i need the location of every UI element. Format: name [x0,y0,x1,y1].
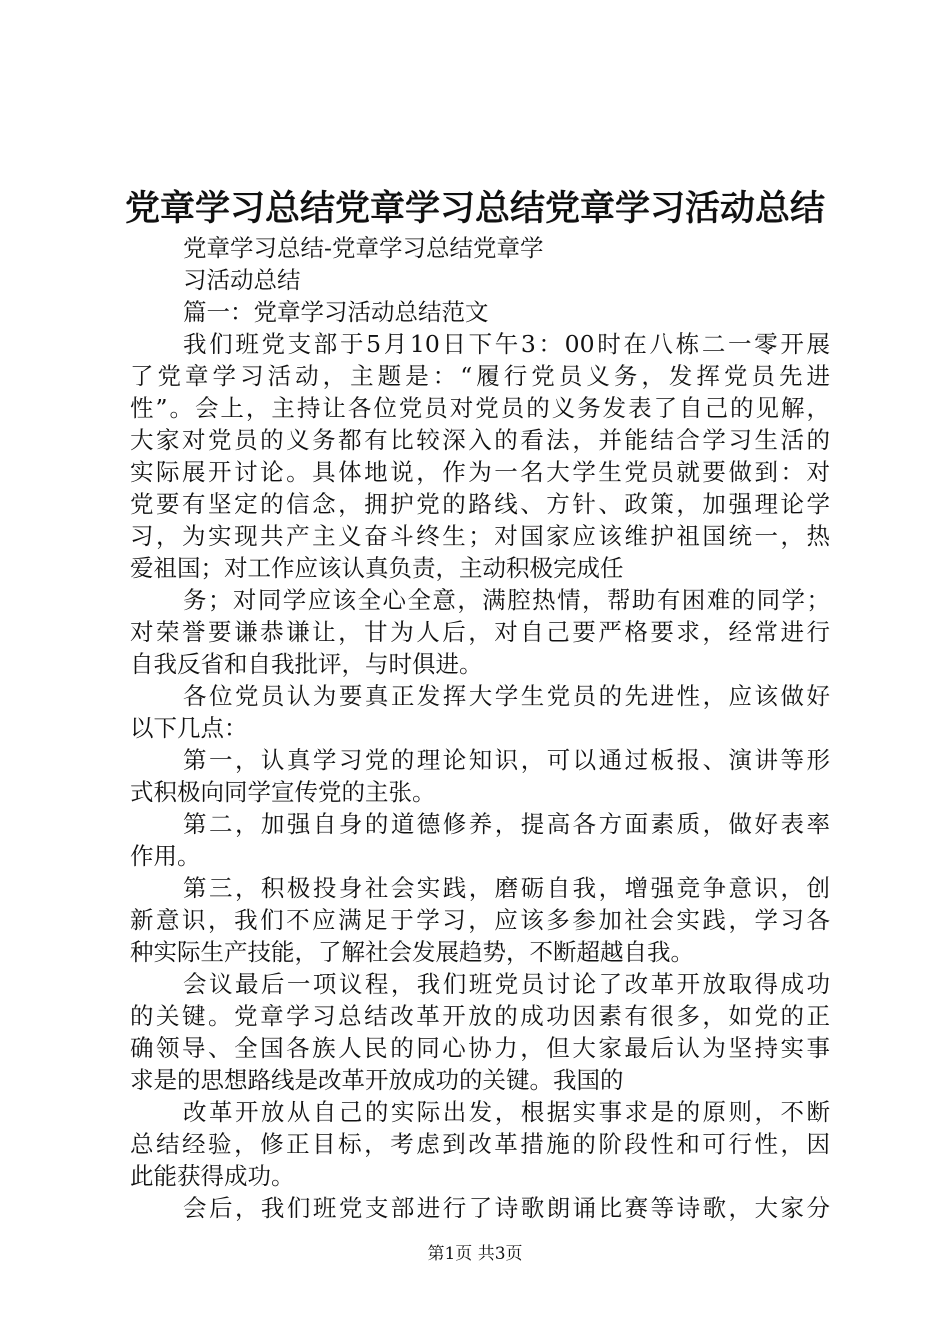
body-line: 第二，加强自身的道德修养，提高各方面素质，做好表率 [183,810,830,838]
body-line: 务；对同学应该全心全意，满腔热情，帮助有困难的同学； [183,586,830,614]
body-line: 改革开放从自己的实际出发，根据实事求是的原则，不断 [183,1098,830,1126]
body-line: 作用。 [130,842,201,870]
body-line: 的关键。党章学习总结改革开放的成功因素有很多，如党的正 [130,1002,830,1030]
body-line: 习，为实现共产主义奋斗终生；对国家应该维护祖国统一，热 [130,522,830,550]
body-line: 第一，认真学习党的理论知识，可以通过板报、演讲等形 [183,746,830,774]
body-line: 会后，我们班党支部进行了诗歌朗诵比赛等诗歌，大家分 [183,1194,830,1222]
body-line: 种实际生产技能，了解社会发展趋势，不断超越自我。 [130,938,694,966]
body-line: 式积极向同学宣传党的主张。 [130,778,436,806]
body-line: 求是的思想路线是改革开放成功的关键。我国的 [130,1066,624,1094]
body-line: 对荣誉要谦恭谦让，甘为人后，对自己要严格要求，经常进行 [130,618,830,646]
body-line: 此能获得成功。 [130,1162,295,1190]
body-line: 以下几点： [130,714,248,742]
body-line: 了党章学习活动，主题是：“履行党员义务，发挥党员先进 [130,362,830,390]
body-line: 性”。会上，主持让各位党员对党员的义务发表了自己的见解， [130,394,830,422]
body-line: 确领导、全国各族人民的同心协力，但大家最后认为坚持实事 [130,1034,830,1062]
body-line: 爱祖国；对工作应该认真负责，主动积极完成任 [130,554,624,582]
body-line: 篇一：党章学习活动总结范文 [183,298,489,326]
body-line: 习活动总结 [183,266,301,294]
body-line: 总结经验，修正目标，考虑到改革措施的阶段性和可行性，因 [130,1130,830,1158]
body-line: 第三，积极投身社会实践，磨砺自我，增强竞争意识，创 [183,874,830,902]
body-line: 我们班党支部于5月10日下午3：00时在八栋二一零开展 [183,330,830,358]
body-line: 大家对党员的义务都有比较深入的看法，并能结合学习生活的 [130,426,830,454]
body-line: 自我反省和自我批评，与时俱进。 [130,650,483,678]
page-footer: 第1页 共3页 [427,1244,523,1264]
body-line: 实际展开讨论。具体地说，作为一名大学生党员就要做到：对 [130,458,830,486]
body-line: 党要有坚定的信念，拥护党的路线、方针、政策，加强理论学 [130,490,830,518]
document-body [130,232,830,1224]
body-line: 党章学习总结-党章学习总结党章学 [183,234,544,262]
document-title: 党章学习总结党章学习总结党章学习活动总结 [124,188,825,229]
body-line: 新意识，我们不应满足于学习，应该多参加社会实践，学习各 [130,906,830,934]
body-line: 各位党员认为要真正发挥大学生党员的先进性，应该做好 [183,682,830,710]
body-line: 会议最后一项议程，我们班党员讨论了改革开放取得成功 [183,970,830,998]
